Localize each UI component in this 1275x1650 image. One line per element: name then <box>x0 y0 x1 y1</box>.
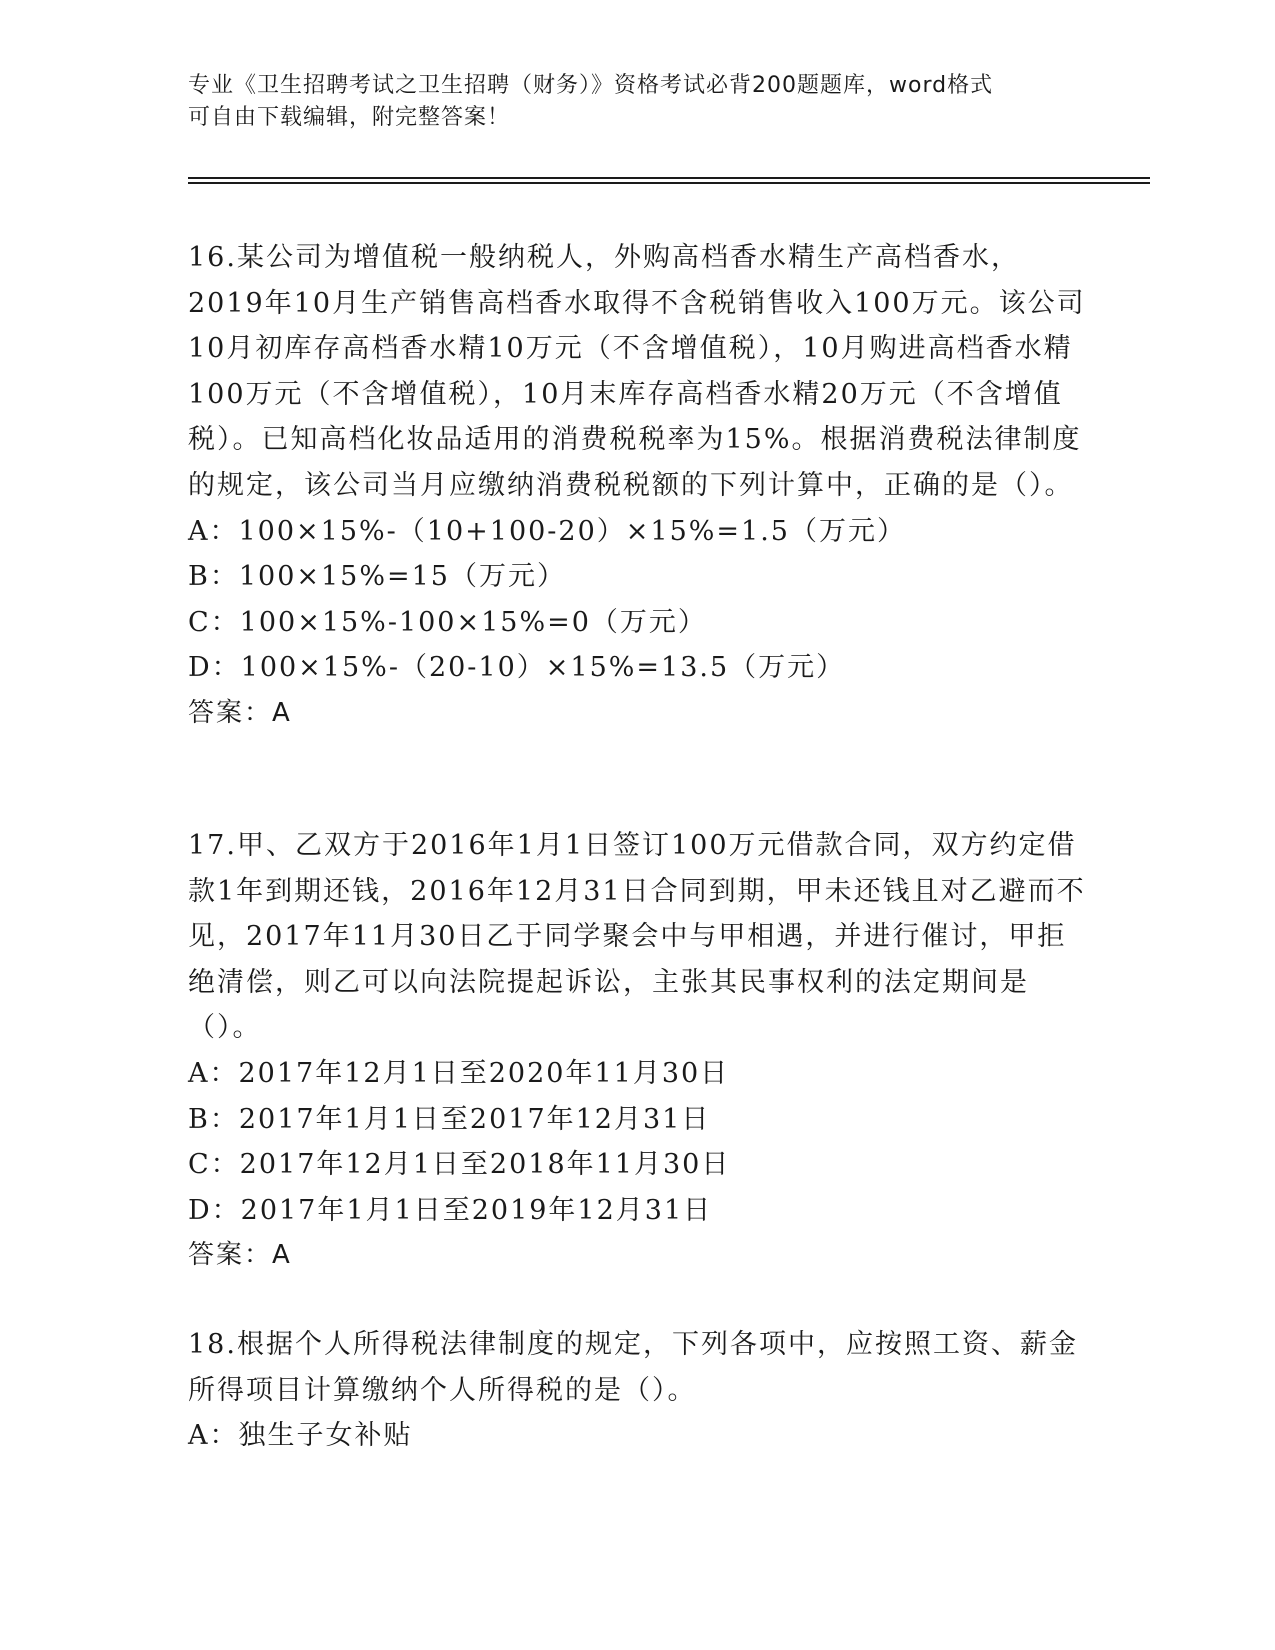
option-c: C：100×15%-100×15%=0（万元） <box>188 606 707 638</box>
question-17 <box>188 823 1088 1279</box>
option-a: A：2017年12月1日至2020年11月30日 <box>188 1057 730 1089</box>
option-b: B：2017年1月1日至2017年12月31日 <box>188 1103 711 1135</box>
option-a: A：100×15%-（10+100-20）×15%=1.5（万元） <box>188 515 906 547</box>
document-header <box>188 70 1088 134</box>
question-16 <box>188 235 1088 737</box>
question-18 <box>188 1322 1088 1459</box>
option-a: A：独生子女补贴 <box>188 1420 413 1452</box>
header-divider-bottom <box>188 182 1150 184</box>
question-stem: 16.某公司为增值税一般纳税人，外购高档香水精生产高档香水，2019年10月生产销售高档香水取得不含税销售收入100万元。该公司10月初库存高档香水精10万元（不含增值税），10月购进高档香水精100万元（不含增值税），10月末库存高档香水精20万元（不含增值税）。已知高档化妆品适用的消费税税率为15%。根据消费税法律制度的规定，该公司当月应缴纳消费税税额的下列计算中，正确的是（）。 <box>188 242 1086 501</box>
header-title: 专业《卫生招聘考试之卫生招聘（财务）》资格考试必背200题题库，word格式 <box>188 73 994 98</box>
answer: 答案：A <box>188 697 292 728</box>
question-stem: 18.根据个人所得税法律制度的规定，下列各项中，应按照工资、薪金所得项目计算缴纳个人所得税的是（）。 <box>188 1329 1078 1406</box>
option-b: B：100×15%=15（万元） <box>188 561 566 593</box>
header-subtitle: 可自由下载编辑，附完整答案！ <box>188 105 511 130</box>
header-divider-top <box>188 177 1150 179</box>
answer: 答案：A <box>188 1240 292 1271</box>
question-stem: 17.甲、乙双方于2016年1月1日签订100万元借款合同，双方约定借款1年到期还钱，2016年12月31日合同到期，甲未还钱且对乙避而不见，2017年11月30日乙于同学聚会中与甲相遇，并进行催讨，甲拒绝清偿，则乙可以向法院提起诉讼，主张其民事权利的法定期间是（）。 <box>188 830 1086 1044</box>
option-c: C：2017年12月1日至2018年11月30日 <box>188 1149 731 1181</box>
option-d: D：100×15%-（20-10）×15%=13.5（万元） <box>188 652 846 684</box>
option-d: D：2017年1月1日至2019年12月31日 <box>188 1194 713 1226</box>
